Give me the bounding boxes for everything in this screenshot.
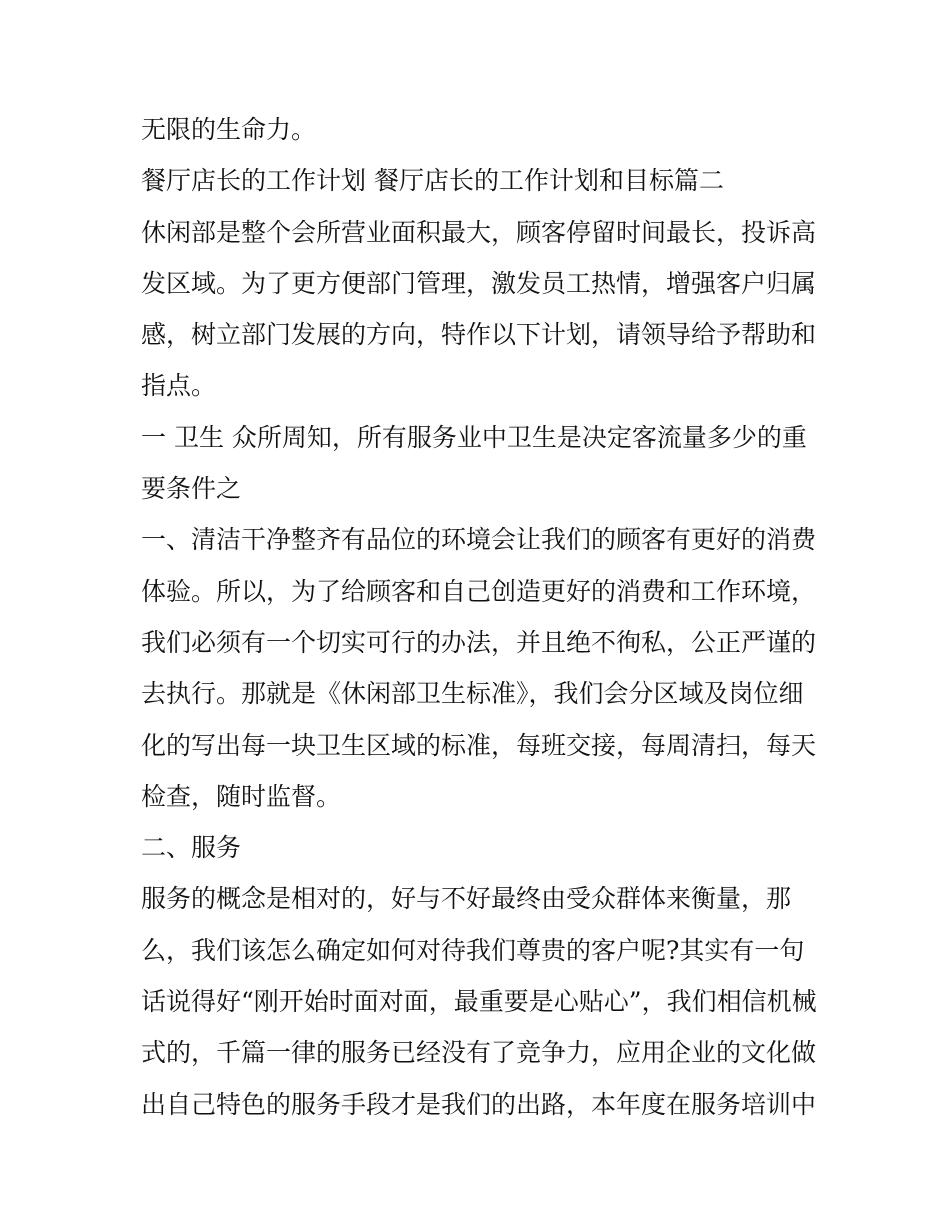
text-line: 话说得好“刚开始时面对面，最重要是心贴心”，我们相信机械 — [141, 987, 817, 1017]
text-line: 式的，千篇一律的服务已经没有了竞争力，应用企业的文化做 — [141, 1038, 817, 1068]
text-line: 休闲部是整个会所营业面积最大，顾客停留时间最长，投诉高 — [141, 217, 817, 247]
section-heading: 二、服务 — [141, 833, 242, 863]
text-line: 要条件之 — [141, 474, 242, 504]
text-line: 一、清洁干净整齐有品位的环境会让我们的顾客有更好的消费 — [141, 525, 817, 555]
text-line: 发区域。为了更方便部门管理，激发员工热情，增强客户归属 — [141, 268, 817, 298]
text-line: 检查，随时监督。 — [141, 781, 342, 811]
document-body — [141, 108, 821, 1134]
text-line: 我们必须有一个切实可行的办法，并且绝不徇私，公正严谨的 — [141, 627, 817, 657]
text-line: 化的写出每一块卫生区域的标准，每班交接，每周清扫，每天 — [141, 730, 817, 760]
text-line: 么，我们该怎么确定如何对待我们尊贵的客户呢?其实有一句 — [141, 935, 805, 965]
text-line: 一 卫生 众所周知，所有服务业中卫生是决定客流量多少的重 — [141, 422, 807, 452]
text-line: 服务的概念是相对的，好与不好最终由受众群体来衡量，那 — [141, 884, 792, 914]
text-line: 无限的生命力。 — [141, 115, 317, 144]
section-heading: 餐厅店长的工作计划 餐厅店长的工作计划和目标篇二 — [141, 166, 724, 196]
text-line: 出自己特色的服务手段才是我们的出路，本年度在服务培训中 — [141, 1089, 817, 1119]
text-line: 感，树立部门发展的方向，特作以下计划，请领导给予帮助和 — [141, 320, 817, 350]
text-line: 体验。所以，为了给顾客和自己创造更好的消费和工作环境， — [141, 576, 817, 606]
text-line: 指点。 — [141, 371, 217, 401]
text-line: 去执行。那就是《休闲部卫生标准》，我们会分区域及岗位细 — [141, 679, 804, 709]
